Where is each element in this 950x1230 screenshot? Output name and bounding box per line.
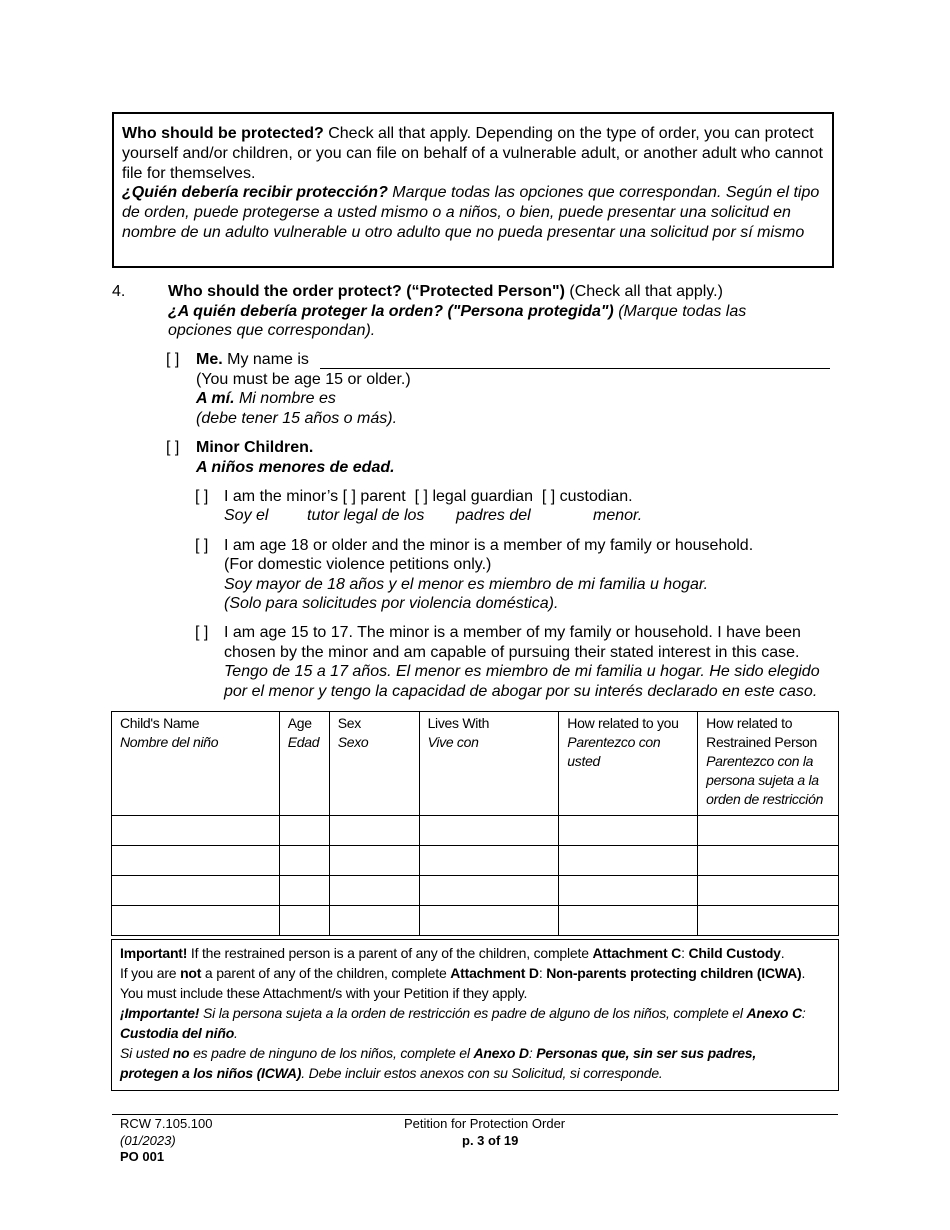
important-es-line-4: protegen a los niños (ICWA). Debe incluir estos anexos con su Solicitud, si corresponde. [120, 1065, 663, 1081]
opt3-es-2: por el menor y tengo la capacidad de abogar por su interés declarado en este caso. [224, 683, 818, 700]
table-row [112, 906, 839, 936]
table-cell[interactable] [419, 876, 559, 906]
opt2-en-2: (For domestic violence petitions only.) [224, 556, 492, 573]
important-es-line-1: ¡Importante! Si la persona sujeta a la orden de restricción es padre de alguno de los niños, complete el Anexo C: [120, 1005, 806, 1021]
table-cell[interactable] [559, 816, 698, 846]
table-cell[interactable] [419, 906, 559, 936]
table-cell[interactable] [559, 876, 698, 906]
opt2-checkbox[interactable]: [ ] [195, 537, 209, 554]
table-row [112, 876, 839, 906]
opt2-es-1: Soy mayor de 18 años y el menor es miembro de mi familia u hogar. [224, 576, 709, 593]
section-title-en: Who should the order protect? (“Protected Person") (Check all that apply.) [168, 283, 723, 300]
me-note-es: (debe tener 15 años o más). [196, 410, 398, 427]
important-es-line-3: Si usted no es padre de ninguno de los niños, complete el Anexo D: Personas que, sin ser sus padres, [120, 1045, 757, 1061]
table-cell[interactable] [698, 906, 839, 936]
opt1-checkbox[interactable]: [ ] [195, 488, 209, 505]
intro-text-es: Marque todas las opciones que correspondan. Según el tipo de orden, puede protegerse a usted mismo o a niños, o bien, puede presentar una solicitud en nombre de un adulto vulnerable u otro adulto que no pueda presentar una solicitud por sí mismo [122, 184, 820, 241]
parent-checkbox[interactable]: [ ] [342, 488, 356, 505]
table-cell[interactable] [698, 816, 839, 846]
important-notice-box [111, 939, 839, 1091]
opt2-en-1: I am age 18 or older and the minor is a member of my family or household. [224, 537, 754, 554]
col-age: Age Edad [279, 712, 329, 816]
footer-form-number: PO 001 [120, 1149, 165, 1164]
table-cell[interactable] [559, 846, 698, 876]
opt3-checkbox[interactable]: [ ] [195, 624, 209, 641]
table-row [112, 846, 839, 876]
table-cell[interactable] [419, 816, 559, 846]
minor-checkbox[interactable]: [ ] [166, 439, 180, 456]
opt1-es-d: menor. [593, 507, 643, 524]
footer-page-number: p. 3 of 19 [462, 1133, 519, 1148]
opt1-text-en: I am the minor’s [ ] parent [ ] legal guardian [ ] custodian. [224, 488, 633, 505]
table-cell[interactable] [329, 906, 419, 936]
table-cell[interactable] [279, 906, 329, 936]
intro-instructions-box [112, 112, 834, 268]
section-title-es: ¿A quién debería proteger la orden? ("Persona protegida") (Marque todas las [168, 303, 747, 320]
table-cell[interactable] [698, 846, 839, 876]
col-sex: Sex Sexo [329, 712, 419, 816]
opt1-es-c: padres del [456, 507, 531, 524]
opt3-en-2: chosen by the minor and am capable of pursuing their stated interest in this case. [224, 644, 800, 661]
opt1-es-a: Soy el [224, 507, 269, 524]
table-cell[interactable] [112, 816, 280, 846]
opt2-es-2: (Solo para solicitudes por violencia doméstica). [224, 595, 559, 612]
me-checkbox[interactable]: [ ] [166, 351, 180, 368]
table-cell[interactable] [329, 846, 419, 876]
section-number: 4. [112, 283, 126, 300]
guardian-checkbox[interactable]: [ ] [414, 488, 428, 505]
section-title-es-cont: opciones que correspondan). [168, 322, 376, 339]
me-note-en: (You must be age 15 or older.) [196, 371, 411, 388]
table-cell[interactable] [279, 846, 329, 876]
footer-title: Petition for Protection Order [404, 1116, 566, 1131]
col-childs-name: Child's Name Nombre del niño [112, 712, 280, 816]
table-cell[interactable] [559, 906, 698, 936]
footer-rcw: RCW 7.105.100 [120, 1116, 213, 1131]
table-cell[interactable] [419, 846, 559, 876]
table-cell[interactable] [279, 876, 329, 906]
minor-label-es: A niños menores de edad. [196, 459, 395, 476]
col-related-to-restrained: How related to Restrained Person Parentezco con la persona sujeta a la orden de restricción [698, 712, 839, 816]
table-cell[interactable] [698, 876, 839, 906]
table-cell[interactable] [329, 816, 419, 846]
footer-date: (01/2023) [120, 1133, 176, 1148]
important-line-3: You must include these Attachment/s with your Petition if they apply. [120, 985, 528, 1001]
table-header-row [112, 712, 839, 816]
table-cell[interactable] [329, 876, 419, 906]
table-cell[interactable] [279, 816, 329, 846]
custodian-checkbox[interactable]: [ ] [541, 488, 556, 505]
name-input-line[interactable] [320, 368, 830, 369]
intro-heading-en: Who should be protected? [122, 125, 324, 142]
intro-text-en: Check all that apply. Depending on the type of order, you can protect yourself and/or children, or you can file on behalf of a vulnerable adult, or another adult who cannot file for themselves. [122, 125, 823, 182]
me-label-es: A mí. Mi nombre es [196, 390, 336, 407]
col-lives-with: Lives With Vive con [419, 712, 559, 816]
important-es-line-2: Custodia del niño. [120, 1025, 238, 1041]
minor-label-en: Minor Children. [196, 439, 314, 456]
col-related-to-you: How related to you Parentezco con usted [559, 712, 698, 816]
important-line-2: If you are not a parent of any of the children, complete Attachment D: Non-parents protecting children (ICWA). [120, 965, 806, 981]
opt3-es-1: Tengo de 15 a 17 años. El menor es miembro de mi familia u hogar. He sido elegido [224, 663, 820, 680]
important-line-1: Important! If the restrained person is a parent of any of the children, complete Attachment C: Child Custody. [120, 945, 785, 961]
me-label-en: Me. My name is [196, 351, 309, 368]
intro-heading-es: ¿Quién debería recibir protección? [122, 184, 388, 202]
table-cell[interactable] [112, 876, 280, 906]
table-cell[interactable] [112, 906, 280, 936]
opt3-en-1: I am age 15 to 17. The minor is a member of my family or household. I have been [224, 624, 801, 641]
children-table [111, 711, 839, 936]
table-cell[interactable] [112, 846, 280, 876]
opt1-es-b: tutor legal de los [307, 507, 425, 524]
table-row [112, 816, 839, 846]
